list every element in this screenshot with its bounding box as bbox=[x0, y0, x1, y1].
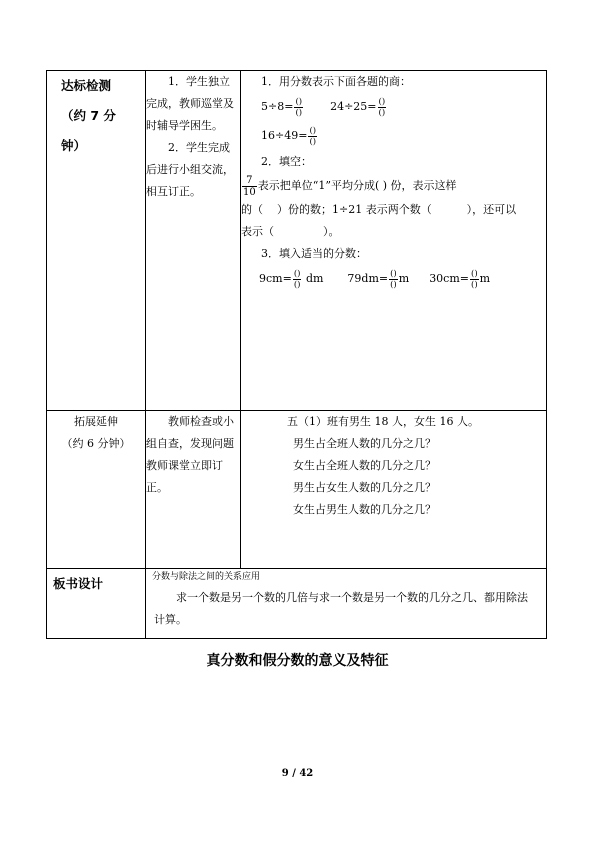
page-number: 9 / 42 bbox=[281, 768, 314, 779]
content-cell-extension bbox=[241, 411, 547, 569]
unit-label: m bbox=[398, 272, 410, 285]
unit-label: dm bbox=[302, 272, 324, 285]
problem-question: 女生占男生人数的几分之几？ bbox=[293, 503, 436, 516]
problem-question: 男生占女生人数的几分之几？ bbox=[293, 481, 436, 494]
phase-label-line: 达标检测 bbox=[61, 78, 112, 93]
method-paragraph: 1．学生独立完成，教师巡堂及时辅导学困生。 bbox=[146, 75, 234, 132]
lesson-plan-table bbox=[46, 70, 547, 639]
phase-cell-assessment bbox=[47, 71, 146, 411]
content-cell-assessment bbox=[241, 71, 547, 411]
board-subtitle: 分数与除法之间的关系应用 bbox=[152, 572, 261, 582]
unit-expression: 30cm= bbox=[429, 272, 469, 285]
board-design-label-cell bbox=[47, 569, 146, 639]
problem-question: 男生占全班人数的几分之几？ bbox=[293, 437, 436, 450]
question-1-row-b bbox=[241, 121, 546, 151]
board-design-label: 板书设计 bbox=[53, 576, 104, 591]
division-expression: 24÷25= bbox=[330, 100, 377, 113]
phase-label-line: （约 7 分 bbox=[61, 108, 116, 123]
unit-label: m bbox=[479, 272, 491, 285]
phase-label-line: 钟） bbox=[61, 138, 87, 153]
fill-blank-text: 表示（ ）。 bbox=[241, 225, 340, 238]
problem-statement: 五（1）班有男生 18 人，女生 16 人。 bbox=[287, 415, 479, 428]
fraction-blank: $\frac{()}{()}$ bbox=[390, 268, 397, 290]
board-design-content-cell bbox=[146, 569, 547, 639]
fraction-seven-tenths: $\frac{7}{10}$ bbox=[243, 174, 256, 198]
question-3-title: 3．填入适当的分数： bbox=[261, 247, 367, 260]
unit-expression: 9cm= bbox=[259, 272, 292, 285]
question-1-row-a bbox=[241, 93, 546, 121]
fraction-blank: $\frac{()}{()}$ bbox=[471, 268, 478, 290]
board-text: 求一个数是另一个数的几倍与求一个数是另一个数的几分之几、都用除法计算。 bbox=[154, 591, 528, 626]
fill-blank-text: 的（ ）份的数；1÷21 表示两个数（ ），还可以 bbox=[241, 203, 517, 216]
problem-question: 女生占全班人数的几分之几？ bbox=[293, 459, 436, 472]
question-1-title: 1．用分数表示下面各题的商： bbox=[261, 75, 411, 88]
question-2-line-1 bbox=[241, 173, 546, 199]
page-title: 真分数和假分数的意义及特征 bbox=[206, 653, 389, 669]
method-paragraph: 2．学生完成后进行小组交流，相互订正。 bbox=[146, 141, 234, 198]
fraction-blank: $\frac{()}{()}$ bbox=[293, 268, 301, 290]
fraction-blank: $\frac{()}{()}$ bbox=[309, 125, 317, 147]
fraction-blank: $\frac{()}{()}$ bbox=[295, 96, 303, 118]
fraction-blank: $\frac{()}{()}$ bbox=[378, 96, 386, 118]
fill-blank-text: 表示把单位“1”平均分成( ) 份，表示这样 bbox=[257, 179, 457, 192]
division-expression: 5÷8= bbox=[261, 100, 294, 113]
method-paragraph: 教师检查或小组自查，发现问题教师课堂立即订正。 bbox=[146, 415, 234, 494]
method-cell-extension bbox=[146, 411, 241, 569]
unit-expression: 79dm= bbox=[347, 272, 389, 285]
phase-cell-extension bbox=[47, 411, 146, 569]
method-cell-assessment bbox=[146, 71, 241, 411]
division-expression: 16÷49= bbox=[261, 129, 308, 142]
phase-label-line: 拓展延伸 bbox=[74, 415, 118, 428]
phase-label-line: （约 6 分钟） bbox=[61, 437, 131, 450]
question-2-title: 2．填空： bbox=[261, 155, 312, 168]
question-3-row bbox=[241, 265, 546, 293]
